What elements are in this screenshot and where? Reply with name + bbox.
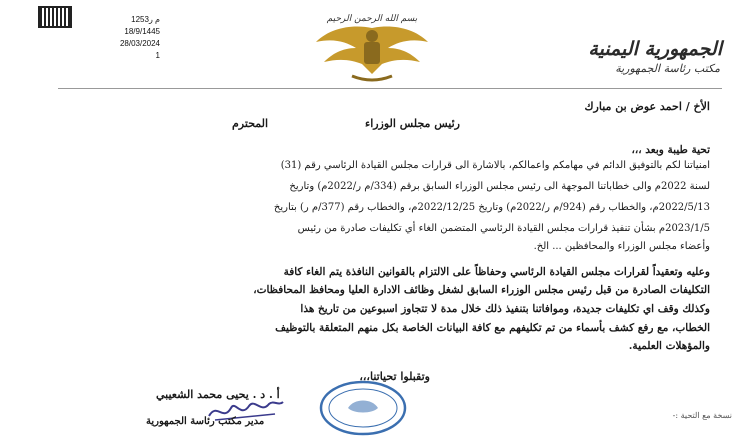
decision-line: التكليفات الصادرة من قبل رئيس مجلس الوزراء السابق لشغل وظائف الادارة العليا ومحافظ المحافظات، bbox=[253, 284, 710, 296]
paragraph-line: لسنة 2022م والى خطاباتنا الموجهة الى رئيس مجلس الوزراء السابق برقم (334/م ر/2022م) وتاريخ bbox=[289, 181, 710, 192]
decision-line: الخطاب، مع رفع كشف بأسماء من تم تكليفهم مع كافة البيانات الخاصة بكل منهم المتعلقة بالتوظيف bbox=[275, 322, 710, 334]
cc-note: نسخة مع التحية :- bbox=[672, 411, 732, 420]
header-title: الجمهورية اليمنية bbox=[588, 38, 722, 60]
greeting: تحية طيبة وبعد ،،، bbox=[631, 144, 710, 156]
official-stamp-icon bbox=[318, 378, 408, 436]
decision-line: وكذلك وقف اي تكليفات جديدة، وموافاتنا بتنفيذ ذلك خلال مدة لا تتجاوز اسبوعين من تاريخ هذا bbox=[300, 303, 710, 315]
paragraph-line: وأعضاء مجلس الوزراء والمحافظين ... الخ. bbox=[533, 241, 710, 252]
qr-code-icon bbox=[38, 6, 72, 28]
decision-line: وعليه وتعقيداً لقرارات مجلس القيادة الرئاسي وحفاظاً على الالتزام بالقوانين النافذة يتم الغاء كافة bbox=[283, 266, 710, 278]
reference-number: 1253م ر bbox=[131, 15, 160, 24]
header-subtitle: مكتب رئاسة الجمهورية bbox=[615, 62, 720, 75]
addressee-position: رئيس مجلس الوزراء bbox=[365, 117, 460, 130]
paragraph-line: امنياتنا لكم بالتوفيق الدائم في مهامكم واعمالكم، بالاشارة الى قرارات مجلس القيادة الرئاسي رقم (31) bbox=[280, 160, 710, 171]
respected-label: المحترم bbox=[232, 117, 269, 130]
eagle-emblem-icon bbox=[312, 18, 432, 84]
reference-date-gregorian: 28/03/2024 bbox=[119, 39, 160, 48]
reference-attachments: 1 bbox=[155, 51, 160, 60]
signer-title: مدير مكتب رئاسة الجمهورية bbox=[146, 416, 265, 427]
header-divider bbox=[58, 88, 722, 89]
addressee: الأخ / احمد عوض بن مبارك bbox=[584, 100, 710, 113]
paragraph-line: 2023/1/5م بشأن تنفيذ قرارات مجلس القيادة الرئاسي المتضمن الغاء أي تكليفات صادرة من رئيس bbox=[297, 223, 710, 234]
reference-block bbox=[88, 14, 160, 62]
reference-date-hijri: 18/9/1445 bbox=[124, 27, 160, 36]
paragraph-line: 2022/5/13م، والخطاب رقم (924/م ر/2022م) وتاريخ 2022/12/25م، والخطاب رقم (377/م ر) بتاريخ bbox=[273, 202, 710, 213]
basmala: بسم الله الرحمن الرحيم bbox=[326, 14, 418, 24]
signer-name: أ . د . يحيى محمد الشعيبي bbox=[156, 388, 280, 401]
closing-remark: وتقبلوا تحياتنا،،، bbox=[359, 370, 430, 383]
decision-line: والمؤهلات العلمية. bbox=[628, 340, 710, 352]
